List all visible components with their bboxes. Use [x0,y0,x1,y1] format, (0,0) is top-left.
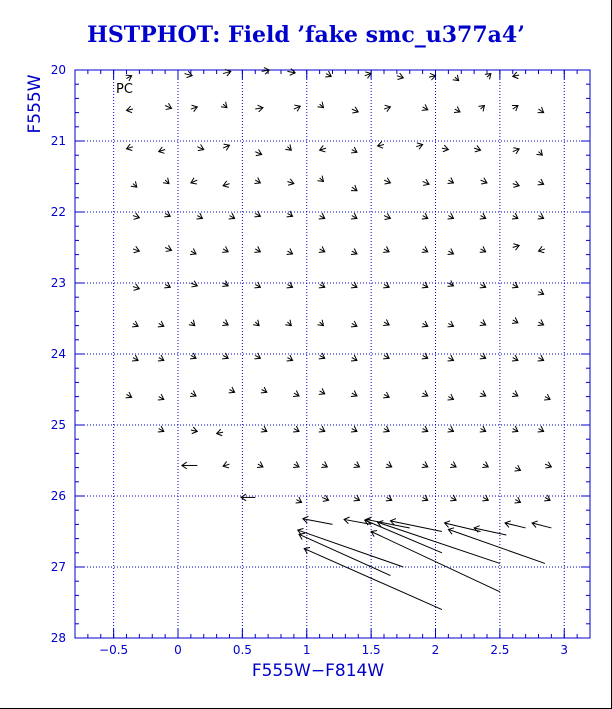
arrow [132,321,138,327]
arrow [132,355,138,361]
arrow [482,462,488,468]
arrow [189,320,195,326]
arrow [423,179,429,185]
arrow [454,107,460,113]
y-tick-label: 28 [50,631,66,645]
arrow [448,426,454,432]
arrow [320,145,326,151]
arrow [287,249,293,255]
arrow [538,289,544,295]
arrow [321,462,327,468]
arrow-field [126,68,552,610]
arrow [131,181,137,187]
arrow [351,391,357,397]
arrow [133,246,139,252]
arrow [448,213,454,219]
arrow [538,213,544,219]
arrow [253,320,259,326]
arrow [133,213,139,219]
arrow [480,426,486,432]
arrow [255,149,261,155]
arrow [532,521,551,528]
arrow [299,533,390,575]
y-tick-label: 20 [50,63,66,77]
arrow [480,246,486,252]
arrow [158,426,164,432]
arrow-shaft [299,534,390,575]
arrow [512,317,518,323]
arrow [197,144,203,150]
arrow [191,178,197,184]
arrow [254,178,260,184]
arrow [513,72,519,79]
arrow-shaft [505,523,526,528]
panel-label: PC [116,82,133,97]
arrow [384,213,390,219]
arrow [365,72,371,78]
x-tick-label: 0.5 [232,643,252,657]
arrow-shaft [303,519,333,525]
arrow [293,391,299,397]
arrow [366,517,410,528]
arrow [416,143,422,149]
arrow [513,148,519,154]
arrow [229,213,235,219]
arrow [351,321,357,327]
arrow [298,529,404,567]
arrow [325,71,331,77]
arrow [422,246,428,252]
x-tick-label: 1.5 [361,643,381,657]
arrow [538,426,544,432]
arrow [386,462,392,468]
arrow [384,105,390,111]
arrow [448,394,454,400]
arrow [182,462,197,469]
arrow [165,245,171,251]
arrow [505,521,526,528]
x-tick-label: 1 [302,643,311,657]
arrow [365,519,442,553]
arrow [422,462,428,468]
y-tick-label: 22 [50,205,66,219]
arrow [538,107,544,113]
arrow [319,426,325,432]
arrow [190,249,196,255]
arrow [296,497,302,503]
y-tick-label: 24 [50,347,66,361]
y-tick-label: 27 [50,560,66,574]
arrow [126,392,132,398]
arrow [383,426,389,432]
arrow [512,426,518,432]
arrow [515,497,521,503]
arrow [293,462,299,468]
x-axis-label: F555W−F814W [251,661,385,681]
y-tick-label: 21 [50,134,66,148]
arrow [442,145,448,152]
arrow [293,426,299,432]
arrow [221,102,227,108]
arrow [513,244,519,250]
tick-labels [51,63,568,657]
arrow [397,73,403,79]
arrow [480,320,486,326]
arrow-shaft [448,529,545,563]
arrow [294,105,300,111]
arrow [422,104,428,110]
arrow [351,426,357,432]
arrow [515,465,521,471]
arrow [190,391,196,397]
arrow-shaft [304,549,442,610]
arrow [319,213,325,219]
arrow [538,320,544,326]
arrow [261,387,267,393]
x-tick-label: 2 [431,643,440,657]
arrow [159,147,165,153]
arrow [318,102,324,108]
arrow [351,249,357,255]
arrow [318,176,324,182]
arrow [453,75,459,81]
y-tick-label: 23 [50,276,66,290]
y-tick-label: 26 [50,489,66,503]
arrow [158,321,164,327]
arrow [191,105,197,111]
arrow [165,103,171,109]
arrow [512,282,518,288]
arrow [287,179,293,185]
arrow [351,185,357,191]
arrow [223,181,229,187]
arrow [448,249,454,255]
arrow [545,462,551,468]
arrow [163,178,169,184]
arrow [384,178,390,184]
arrow-shaft [298,530,404,567]
arrow [222,246,228,252]
arrow [478,106,484,112]
arrow [354,462,360,468]
arrow [191,281,197,287]
arrow [536,149,542,155]
arrow [229,387,235,393]
arrow [223,461,229,467]
arrow [255,105,263,112]
arrow [544,394,550,400]
arrow [448,321,454,327]
chart-title: HSTPHOT: Field ’fake smc_u377a4’ [87,22,525,48]
x-tick-label: 0 [174,643,182,657]
arrow [196,213,202,219]
arrow [352,107,358,113]
arrow [127,144,133,150]
x-tick-label: 3 [560,643,569,657]
arrow [448,355,454,361]
arrow [287,355,293,361]
arrow [378,142,384,149]
arrow [261,426,267,432]
arrow [318,320,324,326]
arrow [450,462,456,468]
arrow-shaft [532,523,551,528]
arrow [257,462,263,468]
arrow [351,355,357,361]
arrow [351,147,357,153]
axes-box [75,70,590,638]
arrow [485,74,491,80]
arrow [383,246,389,252]
arrow [474,145,480,151]
arrow [513,181,519,187]
arrow [319,388,325,394]
arrow [126,75,132,81]
arrow [448,178,454,184]
arrow [512,355,518,361]
arrow [222,320,228,326]
arrow [254,246,260,252]
axis-ticks [75,70,590,638]
arrow [538,179,544,185]
arrow [422,321,428,327]
arrow [422,426,428,432]
arrow [383,320,389,326]
arrow [158,394,164,400]
arrow [422,213,428,219]
arrow [539,246,545,252]
arrow [512,213,518,219]
arrow [371,531,500,592]
arrow [241,494,255,501]
x-tick-label: 2.5 [490,643,510,657]
arrow [133,284,139,290]
arrow [481,178,487,184]
x-tick-label: −0.5 [99,643,129,657]
arrow [538,355,544,361]
arrow [217,429,223,436]
arrow [480,213,486,219]
arrow [480,391,486,397]
arrow [158,355,164,361]
arrow [285,320,291,326]
arrow [474,526,506,535]
arrow [319,246,325,252]
arrow [127,106,133,113]
grid-lines [75,70,590,638]
arrow-shaft [365,520,442,553]
arrow [223,144,229,150]
arrow [285,144,291,150]
arrow [512,106,518,112]
arrow [378,521,500,564]
arrow [383,392,389,398]
y-axis-label: F555W [25,74,45,134]
arrow [351,213,357,219]
arrow [191,427,197,434]
y-tick-label: 25 [50,418,66,432]
arrow [429,73,435,80]
arrow [512,391,518,397]
arrow [303,516,333,524]
arrow [422,391,428,397]
